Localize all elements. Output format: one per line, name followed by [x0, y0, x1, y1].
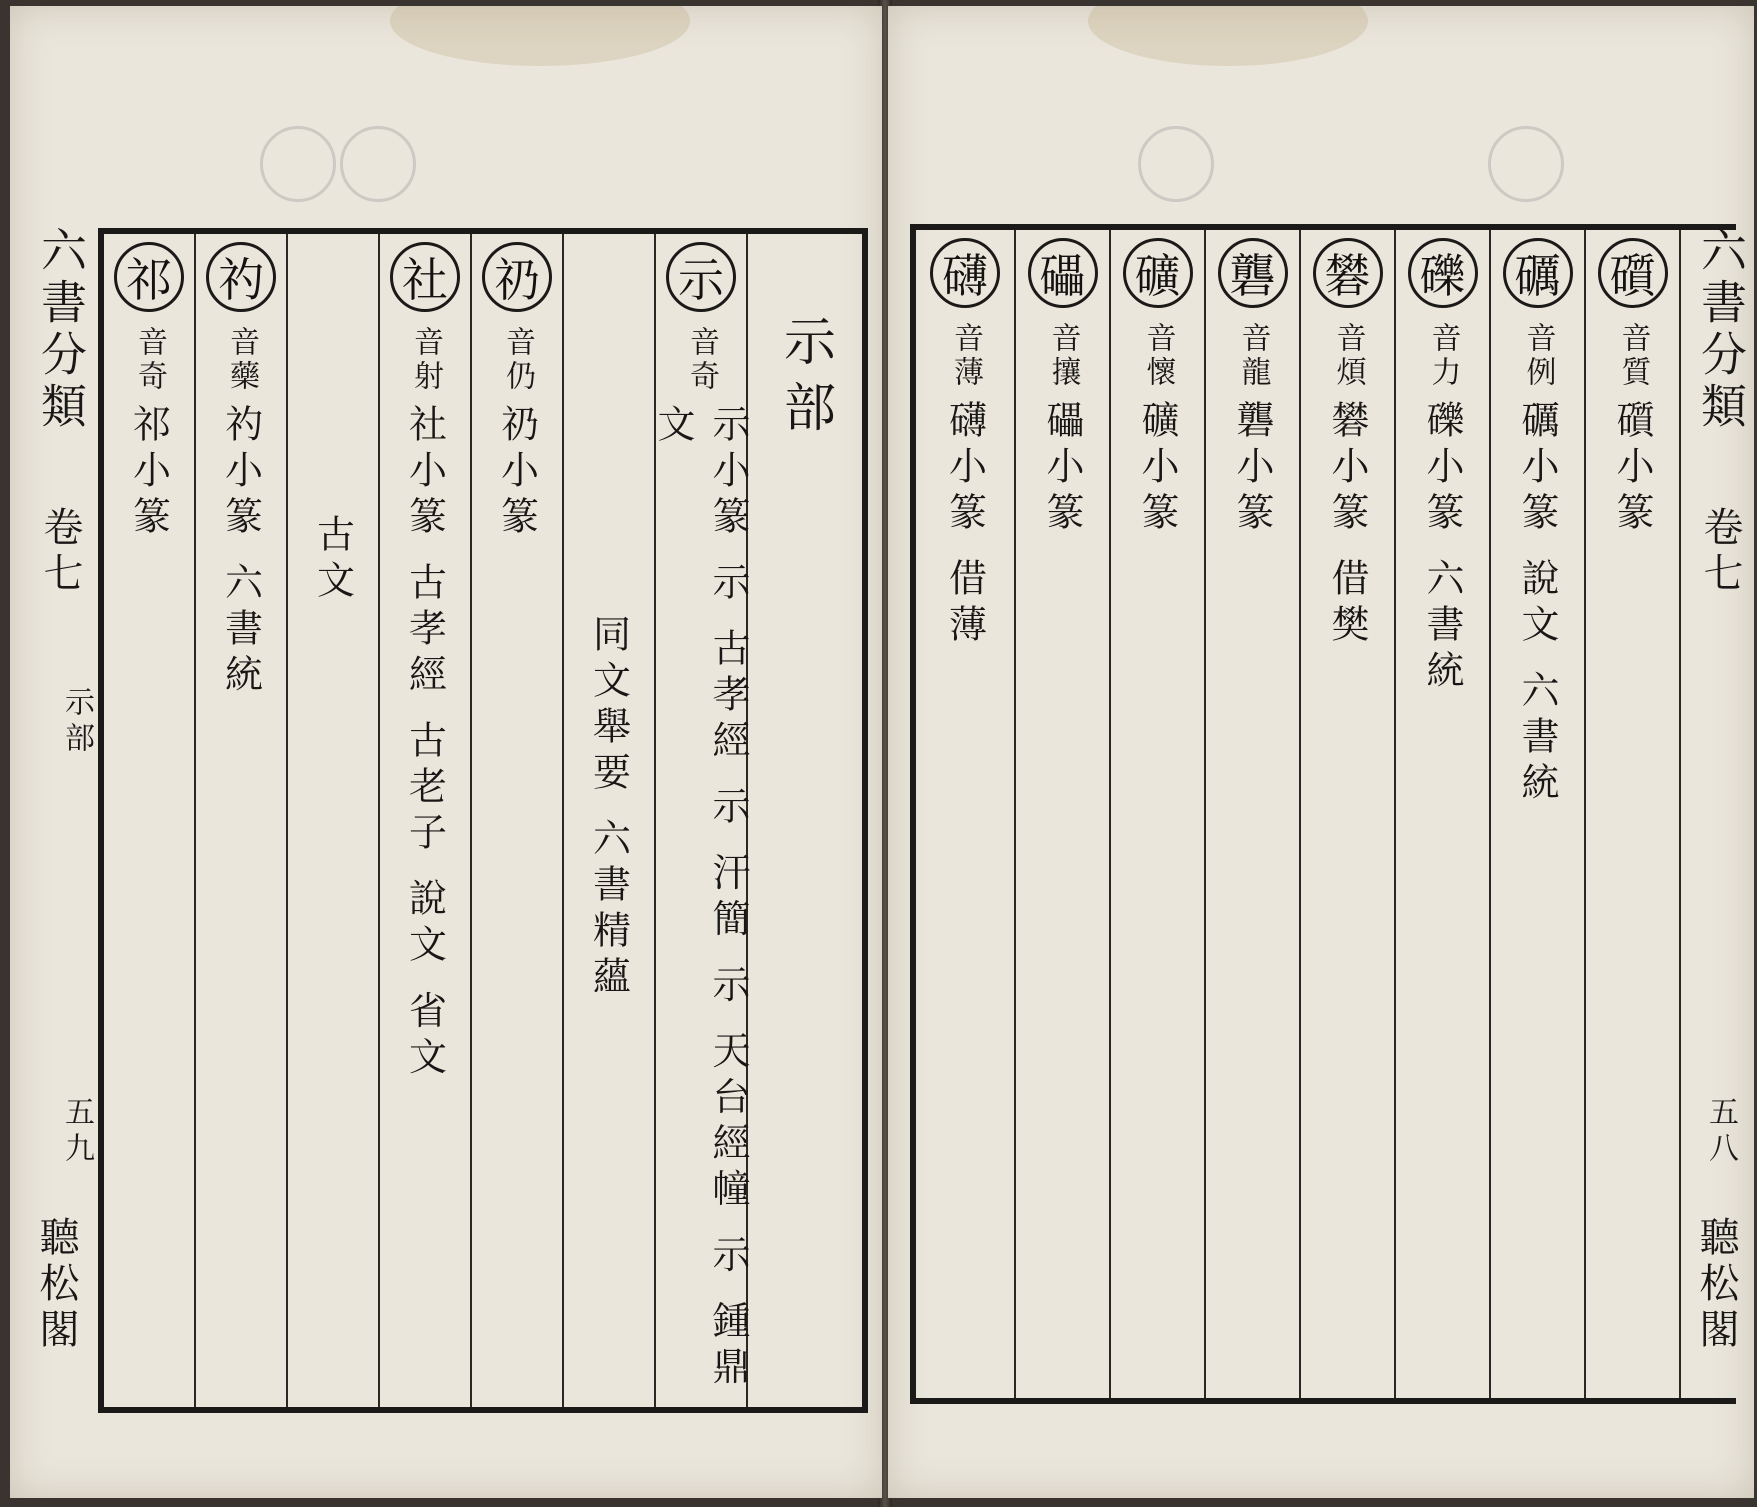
glyph-variants: 礫小篆 六書統: [1420, 400, 1464, 697]
column-3: [564, 234, 656, 1407]
bleed-through-mark: [340, 126, 416, 202]
glyph-variants: 社小篆 古孝經 古老子 說文 省文: [402, 404, 447, 1083]
publisher-mark: 聽松閣: [1693, 1216, 1739, 1354]
reading: 音奇: [132, 326, 167, 394]
column-5: [380, 234, 472, 1407]
text-frame: [910, 224, 1736, 1404]
left-page: [10, 6, 882, 1498]
glyph-variants: 礱小篆: [1230, 400, 1274, 538]
head-character: 礬: [1313, 238, 1383, 308]
bleed-through-mark: [1138, 126, 1214, 202]
head-character: 示: [666, 242, 736, 312]
column-3: [1396, 230, 1491, 1398]
column-1: [1586, 230, 1681, 1398]
bleed-through-mark: [1488, 126, 1564, 202]
reading: 音仍: [500, 326, 535, 394]
glyph-variants: 礿小篆 六書統: [218, 404, 263, 701]
section-heading-column: [748, 234, 862, 1407]
reading: 音射: [408, 326, 443, 394]
head-character: 礿: [206, 242, 276, 312]
glyph-variants: 礩小篆: [1610, 400, 1654, 538]
glyph-variants: 礽小篆: [494, 404, 539, 542]
column-2: [1491, 230, 1586, 1398]
glyph-variants: 礦小篆: [1135, 400, 1179, 538]
column-4: [472, 234, 564, 1407]
glyph-variants: 古文: [310, 514, 355, 606]
glyph-variants: 礴小篆 借薄: [942, 400, 987, 651]
head-character: 礦: [1123, 238, 1193, 308]
glyph-variants: 示小篆 示 古孝經 示 汗簡 示 天台經幢 示 鍾鼎文: [651, 404, 750, 1393]
glyph-variants: 礧小篆: [1040, 400, 1084, 538]
publisher-mark: 聽松閣: [33, 1216, 79, 1354]
water-stain: [1088, 6, 1368, 66]
water-stain: [390, 6, 690, 66]
margin-book-title: 六書分類: [34, 226, 88, 434]
reading: 音質: [1615, 322, 1651, 390]
reading: 音例: [1520, 322, 1556, 390]
reading: 音薄: [948, 322, 983, 390]
column-6: [1111, 230, 1206, 1398]
glyph-variants: 礬小篆 借樊: [1325, 400, 1369, 651]
column-2: [651, 234, 750, 1407]
head-character: 礴: [930, 238, 1000, 308]
page-number: 五九: [59, 1096, 94, 1168]
head-character: 礪: [1503, 238, 1573, 308]
head-character: 祁: [114, 242, 184, 312]
reading: 音龍: [1235, 322, 1271, 390]
column-5: [1206, 230, 1301, 1398]
head-character: 社: [390, 242, 460, 312]
reading: 音攘: [1045, 322, 1081, 390]
glyph-variants: 同文舉要 六書精蘊: [586, 614, 631, 1003]
bleed-through-mark: [260, 126, 336, 202]
section-heading: 示部: [774, 314, 835, 446]
margin-book-title: 六書分類: [1694, 226, 1748, 434]
reading: 音煩: [1330, 322, 1366, 390]
head-character: 礽: [482, 242, 552, 312]
head-character: 礩: [1598, 238, 1668, 308]
head-character: 礫: [1408, 238, 1478, 308]
glyph-variants: 礪小篆 說文 六書統: [1515, 400, 1559, 809]
page-number: 五八: [1703, 1096, 1738, 1168]
head-character: 礱: [1218, 238, 1288, 308]
glyph-variants: 祁小篆: [126, 404, 171, 542]
reading: 音奇: [684, 326, 719, 394]
column-8: [916, 230, 1016, 1398]
head-character: 礧: [1028, 238, 1098, 308]
column-6: [288, 234, 380, 1407]
text-frame: [98, 228, 868, 1413]
reading: 音藥: [224, 326, 259, 394]
margin-section: 示部: [59, 686, 94, 758]
column-4: [1301, 230, 1396, 1398]
reading: 音懷: [1140, 322, 1176, 390]
right-page: [888, 6, 1754, 1498]
margin-juan: 卷七: [1697, 506, 1743, 598]
reading: 音力: [1425, 322, 1461, 390]
column-7: [196, 234, 288, 1407]
margin-juan: 卷七: [37, 506, 83, 598]
column-7: [1016, 230, 1111, 1398]
column-8: [104, 234, 196, 1407]
